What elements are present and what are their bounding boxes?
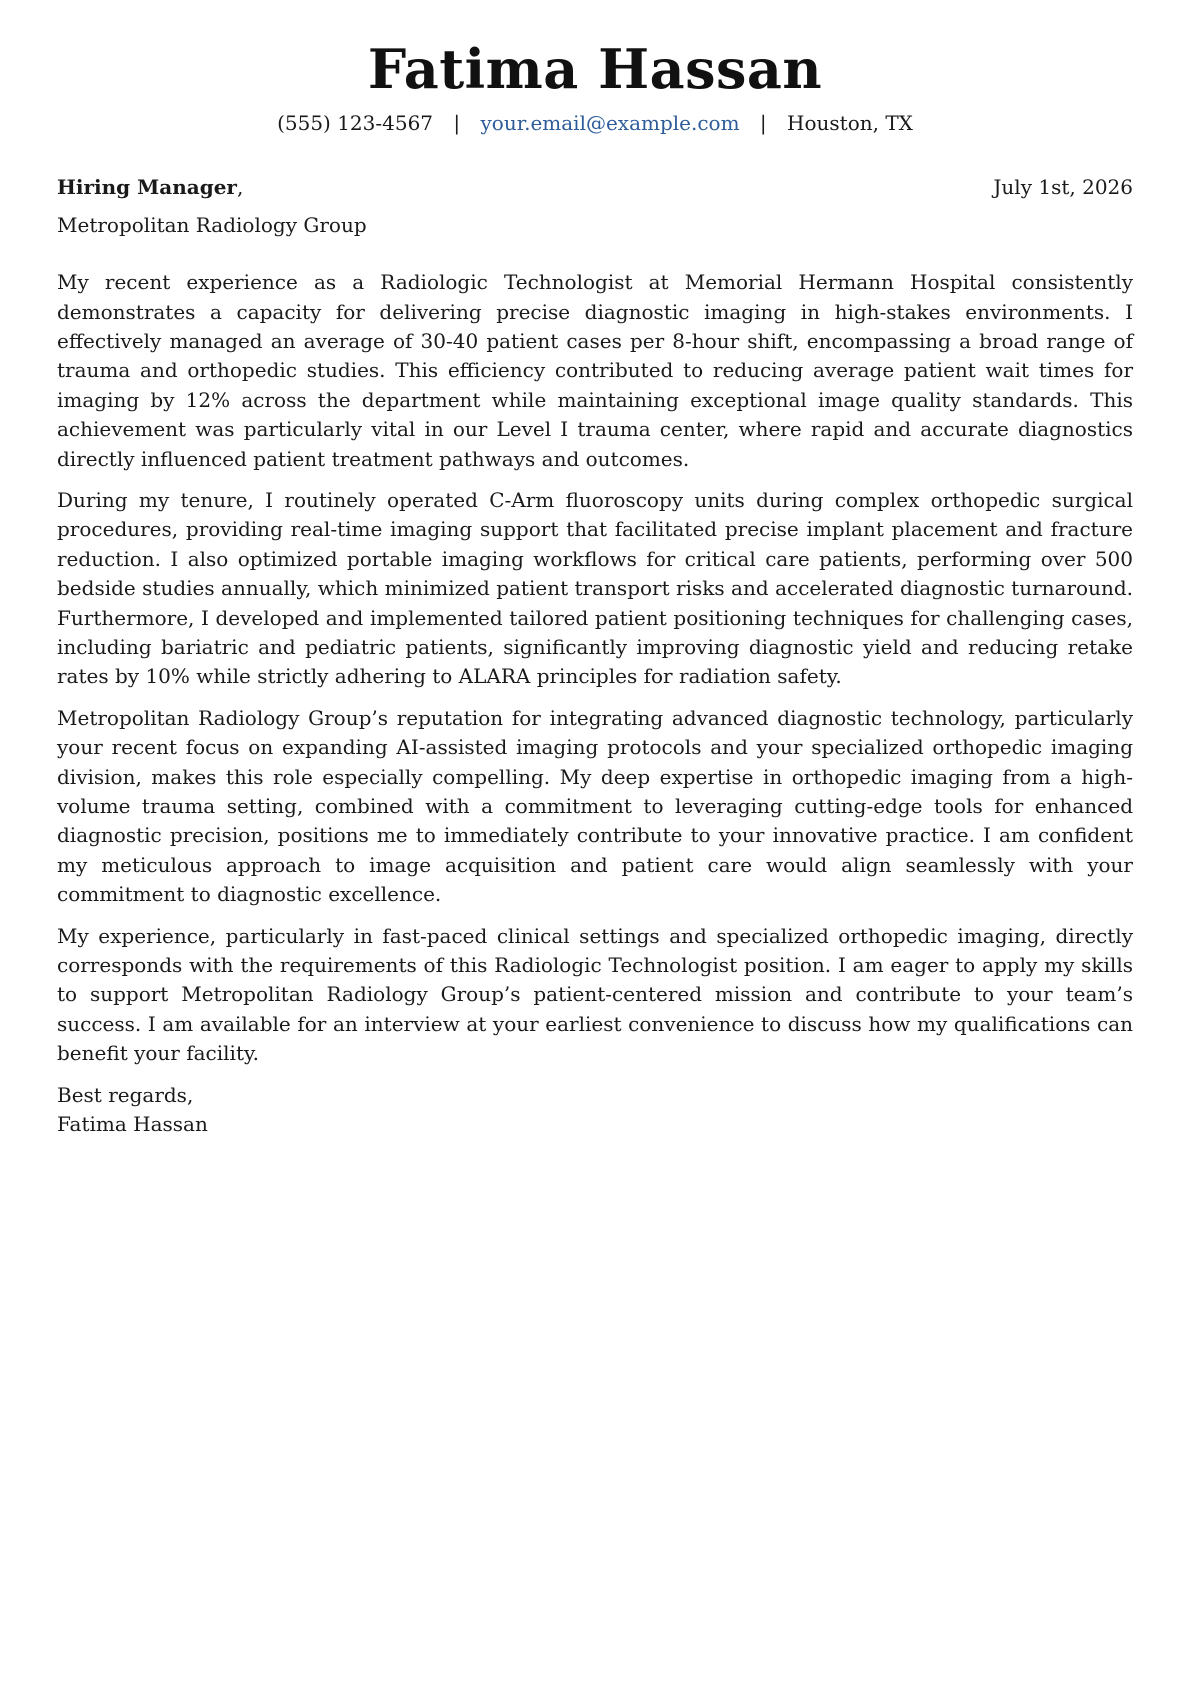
recipient-company: Metropolitan Radiology Group: [57, 213, 367, 238]
closing-block: [57, 1081, 1133, 1140]
email-link[interactable]: your.email@example.com: [480, 111, 740, 136]
signature-name: Fatima Hassan: [57, 1112, 208, 1137]
cover-letter-page: [57, 38, 1133, 1139]
contact-line: [57, 110, 1133, 136]
recipient-greeting: [57, 174, 243, 200]
body-paragraph-4: My experience, particularly in fast-paced clinical settings and specialized orthopedic imaging, directly corresponds with the requirements of this Radiologic Technologist position. I am eager to apply my skills to support Metropolitan Radiology Group’s patient-centered mission and contribute to your team’s success. I am available for an interview at your earliest convenience to discuss how my qualifications can benefit your facility.: [57, 923, 1133, 1066]
contact-separator: |: [759, 111, 767, 136]
recipient-name: Hiring Manager: [57, 175, 237, 200]
recipient-row: [57, 174, 1133, 200]
location: Houston, TX: [787, 111, 913, 136]
phone-number: (555) 123-4567: [277, 111, 434, 136]
closing-salutation: Best regards,: [57, 1082, 194, 1107]
recipient-name-suffix: ,: [236, 175, 244, 200]
letter-date: July 1st, 2026: [993, 175, 1133, 200]
body-paragraph-1: My recent experience as a Radiologic Technologist at Memorial Hermann Hospital consistently demonstrates a capacity for delivering precise diagnostic imaging in high-stakes environments. I effectively managed an average of 30-40 patient cases per 8-hour shift, encompassing a broad range of trauma and orthopedic studies. This efficiency contributed to reducing average patient wait times for imaging by 12% across the department while maintaining exceptional image quality standards. This achievement was particularly vital in our Level I trauma center, where rapid and accurate diagnostics directly influenced patient treatment pathways and outcomes.: [57, 270, 1133, 471]
body-paragraph-3: Metropolitan Radiology Group’s reputation for integrating advanced diagnostic technology, particularly your recent focus on expanding AI-assisted imaging protocols and your specialized orthopedic imaging division, makes this role especially compelling. My deep expertise in orthopedic imaging from a high-volume trauma setting, combined with a commitment to leveraging cutting-edge tools for enhanced diagnostic precision, positions me to immediately contribute to your innovative practice. I am confident my meticulous approach to image acquisition and patient care would align seamlessly with your commitment to diagnostic excellence.: [57, 705, 1133, 907]
contact-separator: |: [453, 111, 461, 136]
body-paragraph-2: During my tenure, I routinely operated C-Arm fluoroscopy units during complex orthopedic surgical procedures, providing real-time imaging support that facilitated precise implant placement and fracture reduction. I also optimized portable imaging workflows for critical care patients, performing over 500 bedside studies annually, which minimized patient transport risks and accelerated diagnostic turnaround. Furthermore, I developed and implemented tailored patient positioning techniques for challenging cases, including bariatric and pediatric patients, significantly improving diagnostic yield and reducing retake rates by 10% while strictly adhering to ALARA principles for radiation safety.: [57, 487, 1133, 689]
applicant-name: Fatima Hassan: [367, 37, 823, 101]
